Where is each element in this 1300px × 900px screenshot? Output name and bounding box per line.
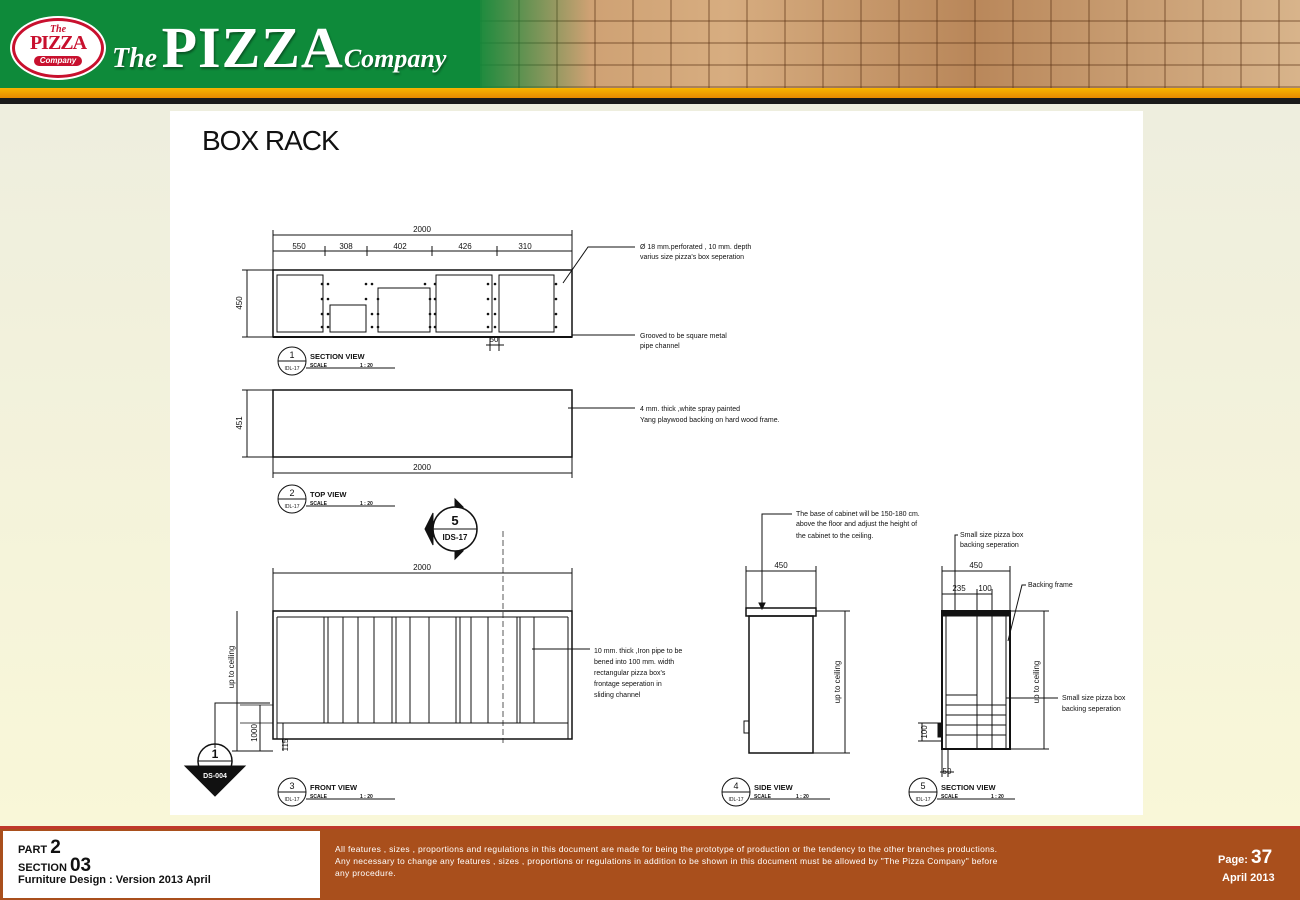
top-view: [242, 390, 635, 478]
view-2-num: 2: [289, 488, 295, 498]
sec-up-to-ceiling: up to ceiling: [1032, 660, 1041, 704]
pizza-company-logo: [12, 18, 104, 78]
dim-side-width: 450: [774, 561, 788, 570]
view-3-num: 3: [289, 781, 295, 791]
dim-seg-4: 426: [458, 242, 472, 251]
logo-line-1: The: [49, 24, 67, 35]
note-small-top-2: backing seperation: [960, 542, 1019, 549]
brand-pizza: PIZZA: [161, 15, 344, 80]
page-number: [1218, 847, 1272, 869]
note-plywood-2: Yang playwood backing on hard wood frame.: [640, 417, 780, 424]
note-plywood-1: 4 mm. thick ,white spray painted: [640, 406, 740, 413]
front-up-to-ceiling: up to ceiling: [227, 645, 236, 689]
note-grooved-1: Grooved to be square metal: [640, 333, 727, 340]
view-1-scale-label: SCALE: [310, 363, 327, 369]
view-2-name: TOP VIEW: [310, 490, 347, 499]
note-pipe-5: sliding channel: [594, 692, 641, 699]
view-4-scale-label: SCALE: [754, 794, 771, 800]
view-5-ref: IDL-17: [915, 797, 931, 803]
view-5-name: SECTION VIEW: [941, 783, 996, 792]
view-4-scale: 1 : 20: [796, 794, 809, 800]
front-view: [215, 531, 590, 751]
note-pipe-1: 10 mm. thick ,Iron pipe to be: [594, 648, 683, 655]
dim-bottom-small: 50: [942, 767, 952, 776]
dim-overall-section: 2000: [413, 225, 431, 234]
dim-front-bottom: 1000: [250, 724, 259, 742]
view-labels: [203, 350, 1004, 803]
box-rack-drawing: [170, 111, 1143, 815]
part-number: 2: [50, 837, 61, 858]
note-base-1: The base of cabinet will be 150-180 cm.: [796, 511, 920, 518]
footer-document-info: [3, 831, 320, 898]
note-base-3: the cabinet to the ceiling.: [796, 533, 874, 540]
note-perforated-1: Ø 18 mm.perforated , 10 mm. depth: [640, 244, 752, 251]
dim-seg-3: 402: [393, 242, 407, 251]
dim-height-section: 450: [235, 296, 244, 310]
view-4-name: SIDE VIEW: [754, 783, 793, 792]
side-view: [744, 514, 850, 753]
section-5-ref: IDS-17: [442, 533, 468, 542]
disclaimer-line-2: Any necessary to change any features , sizes , proportions or regulations in addition to be shown in this document must be allowed by "The Pizza Company" before: [335, 856, 998, 866]
page-num-value: 37: [1251, 847, 1273, 868]
version-text: Furniture Design : Version 2013 April: [18, 874, 211, 886]
section-5-marker: [425, 499, 477, 559]
note-grooved-2: pipe channel: [640, 343, 680, 350]
disclaimer-line-1: All features , sizes , proportions and regulations in this document are made for being the prototype of production or the tendency to the other branches productions.: [335, 844, 998, 854]
brand-company: Company: [343, 44, 447, 73]
view-3-scale: 1 : 20: [360, 794, 373, 800]
dim-gap: 50: [489, 335, 499, 344]
brand-wordmark: [112, 14, 446, 81]
note-pipe-4: frontage seperation in: [594, 681, 662, 688]
view-1-name: SECTION VIEW: [310, 352, 365, 361]
header-stripe-yellow: [0, 88, 1300, 98]
note-small-top-1: Small size pizza box: [960, 532, 1024, 539]
view-1-ref: IDL-17: [284, 366, 300, 372]
logo-line-2: PIZZA: [29, 32, 87, 54]
view-2-ref: IDL-17: [284, 504, 300, 510]
logo-line-3: Company: [34, 56, 82, 66]
note-pipe-3: rectangular pizza box's: [594, 670, 666, 677]
dim-sec-width: 450: [969, 561, 983, 570]
view-5-scale: 1 : 20: [991, 794, 1004, 800]
dim-seg-5: 310: [518, 242, 532, 251]
view-5-scale-label: SCALE: [941, 794, 958, 800]
banner-fade: [470, 0, 590, 88]
view-3-scale-label: SCALE: [310, 794, 327, 800]
page-title: BOX RACK: [202, 125, 339, 156]
note-perforated-2: varius size pizza's box seperation: [640, 254, 745, 261]
document-date: April 2013: [1222, 872, 1275, 884]
note-base-2: above the floor and adjust the height of: [796, 521, 918, 528]
annotation-notes: [594, 244, 1126, 713]
drawing-sheet: [170, 111, 1143, 815]
view-5-num: 5: [920, 781, 926, 791]
note-small-bot-1: Small size pizza box: [1062, 695, 1126, 702]
dim-sec-bottom: 100: [920, 725, 929, 739]
view-1-num: 1: [289, 350, 295, 360]
view-3-ref: IDL-17: [284, 797, 300, 803]
note-pipe-2: bened into 100 mm. width: [594, 659, 675, 666]
view-3-name: FRONT VIEW: [310, 783, 358, 792]
dim-overall-top: 2000: [413, 463, 431, 472]
view-1-scale: 1 : 20: [360, 363, 373, 369]
section-number: 03: [69, 855, 92, 876]
side-up-to-ceiling: up to ceiling: [833, 660, 842, 704]
dim-sec-sub1: 235: [952, 584, 966, 593]
view-2-scale: 1 : 20: [360, 501, 373, 507]
view-4-ref: IDL-17: [728, 797, 744, 803]
section-5-num: 5: [451, 513, 459, 528]
view-label-circles: [278, 347, 1015, 806]
roof-tile-banner: [480, 0, 1300, 88]
dim-seg-2: 308: [339, 242, 353, 251]
view-4-num: 4: [733, 781, 739, 791]
section-view-5: [918, 535, 1058, 777]
page-label: Page:: [1218, 854, 1248, 866]
dim-seg-1: 550: [292, 242, 306, 251]
note-backing-frame: Backing frame: [1028, 582, 1073, 589]
header: [0, 0, 1300, 88]
footer: [0, 829, 1300, 900]
dim-height-top: 451: [235, 416, 244, 430]
section-label-text: SECTION: [18, 862, 67, 874]
view-2-scale-label: SCALE: [310, 501, 327, 507]
brand-the: The: [112, 43, 158, 74]
dim-overall-front: 2000: [413, 563, 431, 572]
part-label-text: PART: [18, 844, 48, 856]
section-1-ref: DS-004: [203, 773, 227, 780]
disclaimer-line-3: any procedure.: [335, 868, 396, 878]
section-1-num: 1: [211, 747, 219, 761]
dim-front-base: 115: [281, 738, 290, 752]
note-small-bot-2: backing seperation: [1062, 706, 1121, 713]
dim-sec-sub2: 100: [978, 584, 992, 593]
disclaimer: [335, 843, 1075, 879]
